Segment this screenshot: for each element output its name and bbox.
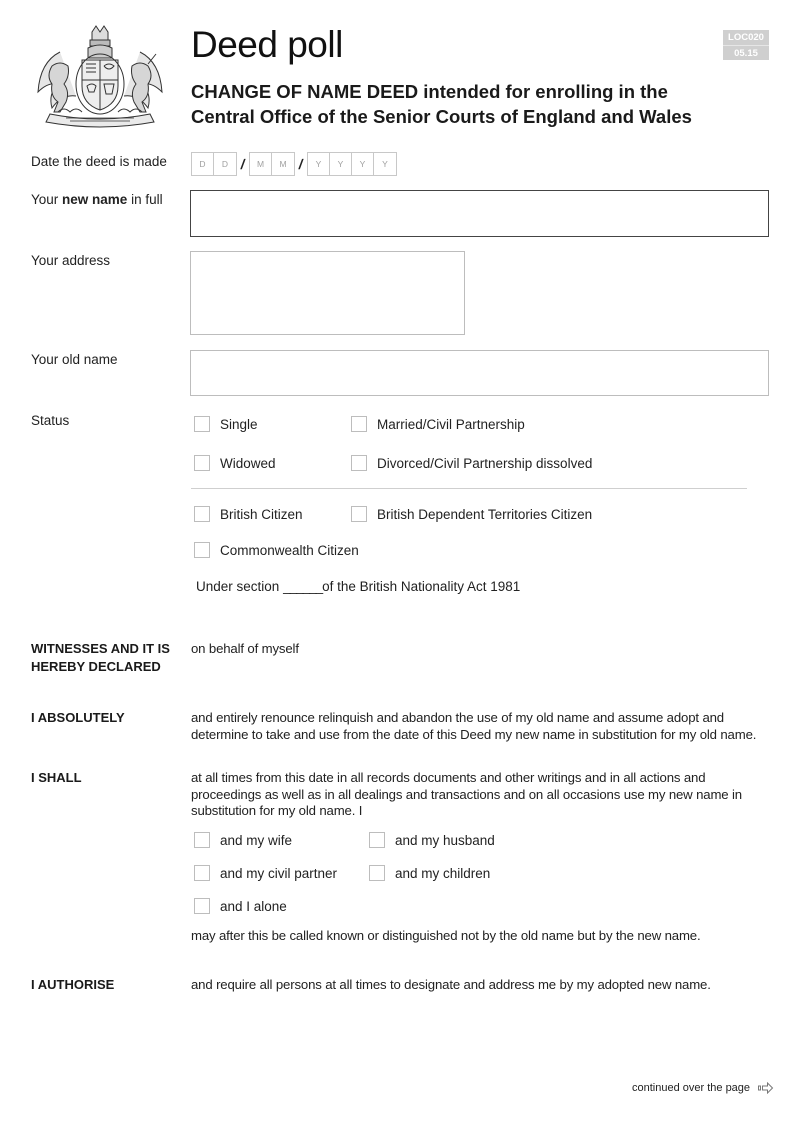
witnesses-heading-line-1: WITNESSES AND IT IS (31, 641, 170, 656)
shall-text-line-2: proceedings as well as in all dealings and transactions and on all occasions use my new name in (191, 786, 742, 802)
section-post: of the British Nationality Act 1981 (322, 579, 521, 594)
continued-text: continued over the page (632, 1082, 751, 1094)
husband-checkbox[interactable] (369, 832, 385, 848)
shall-text (191, 770, 771, 820)
absolutely-heading: I ABSOLUTELY (31, 710, 125, 725)
address-label: Your address (31, 253, 111, 268)
new-name-label (31, 192, 163, 207)
date-year-digit-3[interactable]: Y (352, 153, 374, 175)
divorced-checkbox[interactable] (351, 455, 367, 471)
authorise-text: and require all persons at all times to designate and address me by my adopted new name. (191, 977, 711, 992)
absolutely-text (191, 710, 771, 743)
subtitle-line-1: CHANGE OF NAME DEED intended for enrolling in the (191, 81, 668, 102)
married-checkbox[interactable] (351, 416, 367, 432)
date-day-group (191, 152, 237, 176)
civil-partner-label: and my civil partner (220, 865, 338, 881)
wife-label: and my wife (220, 832, 293, 848)
husband-label: and my husband (395, 832, 495, 848)
shall-heading: I SHALL (31, 770, 82, 785)
married-label: Married/Civil Partnership (377, 416, 525, 432)
bdtc-checkbox[interactable] (351, 506, 367, 522)
form-code: LOC020 (728, 32, 764, 43)
absolutely-text-line-2: determine to take and use from the date of this Deed my new name in substitution for my old name. (191, 726, 757, 742)
commonwealth-checkbox[interactable] (194, 542, 210, 558)
authorise-heading: I AUTHORISE (31, 977, 115, 992)
status-single-option[interactable] (194, 416, 258, 432)
british-citizen-checkbox[interactable] (194, 506, 210, 522)
alone-option[interactable] (194, 898, 287, 914)
wife-checkbox[interactable] (194, 832, 210, 848)
new-name-label-bold: new name (62, 192, 128, 207)
section-pre: Under section (196, 579, 280, 594)
status-married-option[interactable] (351, 416, 525, 432)
widowed-label: Widowed (220, 455, 276, 471)
shall-text-line-1: at all times from this date in all records documents and other writings and in all actions and (191, 770, 706, 785)
wife-option[interactable] (194, 832, 292, 848)
date-day-digit-1[interactable]: D (192, 153, 214, 175)
date-label: Date the deed is made (31, 154, 167, 169)
status-divider (191, 488, 747, 489)
page-subtitle (191, 79, 751, 129)
absolutely-text-line-1: and entirely renounce relinquish and abandon the use of my old name and assume adopt and (191, 710, 724, 725)
date-month-group (249, 152, 295, 176)
date-separator: / (239, 156, 247, 172)
new-name-label-post: in full (127, 192, 163, 207)
shall-text-line-3: substitution for my old name. I (191, 803, 363, 818)
old-name-label: Your old name (31, 352, 118, 367)
date-year-digit-1[interactable]: Y (308, 153, 330, 175)
children-option[interactable] (369, 865, 490, 881)
divorced-label: Divorced/Civil Partnership dissolved (377, 455, 593, 471)
date-day-digit-2[interactable]: D (221, 159, 229, 169)
civil-partner-option[interactable] (194, 865, 337, 881)
status-divorced-option[interactable] (351, 455, 592, 471)
date-year-digit-4[interactable]: Y (382, 159, 388, 169)
new-name-input[interactable] (190, 190, 769, 237)
commonwealth-label: Commonwealth Citizen (220, 542, 359, 558)
date-month-digit-1[interactable]: M (250, 153, 272, 175)
date-month-digit-2[interactable]: M (279, 159, 287, 169)
nationality-bdtc-option[interactable] (351, 506, 592, 522)
witnesses-text: on behalf of myself (191, 641, 299, 656)
witnesses-heading (31, 640, 170, 676)
shall-closing-text: may after this be called known or distinguished not by the old name but by the new name. (191, 928, 701, 943)
alone-label: and I alone (220, 898, 287, 914)
form-version: 05.15 (723, 45, 769, 60)
royal-coat-of-arms-icon (30, 22, 170, 130)
nationality-act-section (196, 579, 520, 594)
status-widowed-option[interactable] (194, 455, 276, 471)
date-year-group (307, 152, 397, 176)
subtitle-line-2: Central Office of the Senior Courts of England and Wales (191, 106, 692, 127)
civil-partner-checkbox[interactable] (194, 865, 210, 881)
witnesses-heading-line-2: HEREBY DECLARED (31, 659, 161, 674)
husband-option[interactable] (369, 832, 495, 848)
address-input[interactable] (190, 251, 465, 335)
nationality-british-option[interactable] (194, 506, 303, 522)
date-field (191, 152, 397, 176)
date-year-digit-2[interactable]: Y (330, 153, 352, 175)
widowed-checkbox[interactable] (194, 455, 210, 471)
british-citizen-label: British Citizen (220, 506, 303, 522)
new-name-label-pre: Your (31, 192, 63, 207)
children-checkbox[interactable] (369, 865, 385, 881)
alone-checkbox[interactable] (194, 898, 210, 914)
children-label: and my children (395, 865, 491, 881)
date-separator: / (297, 156, 305, 172)
section-number-blank[interactable]: ______ (283, 579, 323, 594)
form-code-badge (723, 30, 769, 60)
single-checkbox[interactable] (194, 416, 210, 432)
old-name-input[interactable] (190, 350, 769, 396)
continued-over-page (632, 1082, 774, 1094)
page-title: Deed poll (191, 24, 343, 65)
bdtc-label: British Dependent Territories Citizen (377, 506, 593, 522)
arrow-right-icon (758, 1082, 774, 1094)
status-label: Status (31, 413, 70, 428)
nationality-commonwealth-option[interactable] (194, 542, 359, 558)
single-label: Single (220, 416, 258, 432)
